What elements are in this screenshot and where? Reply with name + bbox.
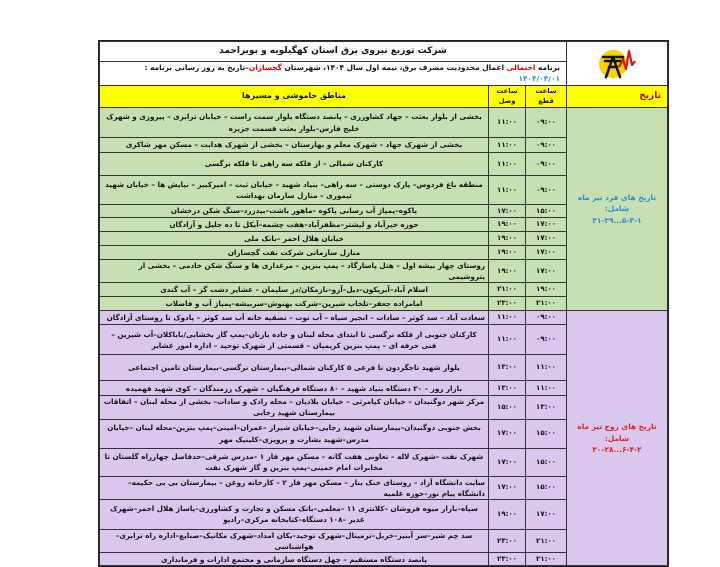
even-days-label-line2: ۶-۴-۲...۳۰-۲۸ — [592, 445, 642, 455]
odd-days-label — [567, 108, 668, 311]
cut-time: ۱۷:۰۰ — [526, 232, 567, 246]
outage-areas: خیابان هلال احمر –بانک ملی — [100, 232, 489, 246]
connect-time: ۱۹:۰۰ — [489, 246, 526, 260]
connect-time: ۱۷:۰۰ — [489, 205, 526, 218]
column-header-row — [100, 85, 668, 107]
outage-areas: سایت دانشگاه آزاد – روستای خنک بنار – مسکن مهر فاز ۲ – کارخانه روغن – بیمارستان بی بی حکیمه–دانشگاه پیام نور–حوزه علمیه — [100, 476, 489, 499]
cut-time: ۰۹:۰۰ — [526, 176, 567, 205]
cut-time: ۱۱:۰۰ — [526, 355, 567, 381]
connect-time: ۲۳:۰۰ — [489, 297, 526, 311]
outage-areas: منطقه باغ فردوس– پارک دوستی – سه راهی– بنیاد شهید – خیابان ثبت – امیرکبیر – نیایش ها – خیابان شهید تیموری – منازل سازمان بهداشت — [100, 176, 489, 205]
cut-time: ۰۹:۰۰ — [526, 138, 567, 153]
column-header-date: تاریخ — [567, 85, 668, 107]
cut-time: ۲۱:۰۰ — [526, 553, 567, 566]
outage-schedule-table — [99, 41, 668, 566]
connect-time: ۱۹:۰۰ — [489, 260, 526, 283]
outage-areas: سد چم شیر–سر آبنیز–خربل–ترمینال–شهرک توحید–یکان امداد–شهرک مکانیک–صنایع–اداره راه ترابری–هواشناسی — [100, 529, 489, 552]
outage-areas: امامزاده جعفر–تلخاب شیرین–شرکت بهنوش–سربیشه–پمپاژ آب و فاضلاب — [100, 297, 489, 311]
subtitle-update-date: ۱۴۰۴/۰۴/۰۱ — [518, 74, 560, 84]
outage-areas: پاکوه–پمپاژ آب رسانی پاکوه –ماهور باشت–بیدزرد–سنگ شکن درخشان — [100, 205, 489, 218]
even-days-label-line1: تاریخ های زوج تیر ماه شامل: — [577, 422, 657, 443]
connect-time: ۱۱:۰۰ — [489, 325, 526, 355]
even-days-label — [567, 311, 668, 566]
connect-time: ۱۹:۰۰ — [489, 499, 526, 529]
table-row — [100, 108, 668, 138]
outage-areas: شهرک نفت –شهرک لاله – تعاونی هفت گانه – مسکن مهر فاز ۱ –مدرس شرقی–حدفاصل چهارراه گلستان تا مخابرات امام خمینی–پمپ بنزین و گاز شهرک نفت — [100, 448, 489, 476]
cut-time: ۱۵:۰۰ — [526, 476, 567, 499]
outage-areas: مرکز شهر دوگنبدان – خیابان کیامرثی – خیابان بلادیان – محله رادک و سادات– بخشی از محله لبنان – اتفاقات بیمارستان شهید رجایی — [100, 396, 489, 419]
cut-time: ۱۵:۰۰ — [526, 419, 567, 448]
connect-time: ۲۳:۰۰ — [489, 529, 526, 552]
logo-cell — [567, 42, 668, 86]
outage-areas: منازل سازمانی شرکت نفت گچساران — [100, 246, 489, 260]
outage-areas: اسلام آباد–آبریکون–دیل–آرو–نازمکان/دز سلیمان – عشایر دشت گز – آب گندی — [100, 283, 489, 297]
cut-time: ۱۵:۰۰ — [526, 205, 567, 218]
cut-time: ۱۷:۰۰ — [526, 218, 567, 232]
outage-areas: کارکنان شمالی – از فلکه سه راهی تا فلکه نرگسی — [100, 153, 489, 176]
outage-areas: بازار روز – ۳۰ دستگاه بنیاد شهید – ۸۰ دستگاه فرهنگیان – شهرک رزمندگان – کوی شهید فهمیده — [100, 381, 489, 396]
odd-days-label-line2: ۵-۳-۱...۳۱-۲۹ — [592, 215, 642, 225]
cut-time: ۰۹:۰۰ — [526, 108, 567, 138]
outage-areas: روستای چهار بیشه اول – هتل پاسارگاد – پمپ بنزین – مرغداری ها و سنگ شکن خادمی – بخشی از پتروشیمی — [100, 260, 489, 283]
outage-areas: سپاه–بازار میوه فروشان –کلانتری ۱۱ –معلمی–بانک مسکن و تجارت و کشاورزی–پاساژ هلال احمر–شهرک غدیر –۱۰۸ دستگاه–کتابخانه مرکزی–رادیو — [100, 499, 489, 529]
cut-time: ۲۱:۰۰ — [526, 297, 567, 311]
outage-areas: سعادت آباد – سد کوثر – سادات – انجیر سیاه – آب توت – تصفیه خانه آب سد کوثر – پادوک تا روستای آزادگان — [100, 311, 489, 325]
cut-time: ۱۳:۰۰ — [526, 396, 567, 419]
page-subtitle — [100, 62, 567, 86]
odd-days-label-line1: تاریخ های فرد تیر ماه شامل: — [577, 192, 657, 214]
connect-time: ۱۱:۰۰ — [489, 176, 526, 205]
outage-areas: پانصد دستگاه مستقیم – چهل دستگاه سازمانی و مجتمع ادارات و فرمانداری — [100, 553, 489, 566]
schedule-sheet — [98, 40, 669, 567]
connect-time: ۱۳:۰۰ — [489, 355, 526, 381]
outage-areas: بخش جنوبی دوگنبدان–بیمارستان شهید رجایی–خیابان شیراز –عمران–امینی–پمپ بنزین–محله لبنان –خیابان مدرس–شهید بشارت و پرویزی–کلینیک مهر — [100, 419, 489, 448]
column-header-areas: مناطق خاموشی و مسیرها — [100, 85, 489, 107]
power-company-logo-icon — [595, 45, 639, 81]
connect-time: ۱۹:۰۰ — [489, 218, 526, 232]
cut-time: ۱۷:۰۰ — [526, 260, 567, 283]
cut-time: ۱۹:۰۰ — [526, 283, 567, 297]
connect-time: ۱۷:۰۰ — [489, 448, 526, 476]
outage-areas: بلوار شهید تاجگردون تا فرعی ۵ کارکنان شمالی–بیمارستان نرگسی–بیمارستان تامین اجتماعی — [100, 355, 489, 381]
table-row — [100, 311, 668, 325]
cut-time: ۱۱:۰۰ — [526, 381, 567, 396]
subtitle-city: گچساران — [248, 63, 282, 72]
cut-time: ۰۹:۰۰ — [526, 325, 567, 355]
subtitle-update-label: –تاریخ به روز رسانی برنامه : — [144, 63, 249, 72]
connect-time: ۲۳:۰۰ — [489, 553, 526, 566]
connect-time: ۲۱:۰۰ — [489, 283, 526, 297]
connect-time: ۱۱:۰۰ — [489, 153, 526, 176]
connect-time: ۱۹:۰۰ — [489, 232, 526, 246]
cut-time: ۲۱:۰۰ — [526, 529, 567, 552]
connect-time: ۱۷:۰۰ — [489, 476, 526, 499]
connect-time: ۱۱:۰۰ — [489, 311, 526, 325]
connect-time: ۱۵:۰۰ — [489, 396, 526, 419]
connect-time: ۱۳:۰۰ — [489, 381, 526, 396]
column-header-connect-time: ساعت وصل — [489, 85, 526, 107]
cut-time: ۱۵:۰۰ — [526, 448, 567, 476]
outage-areas: کارکنان جنوبی از فلکه نرگسی تا ابتدای محله لبنان و جاده بازنان–پمپ گاز بخشایی/باباکلان–آب شیرین – فنی حرفه ای – پمپ بنزین کریمیان – قسمتی از شهرک توحید – اداره امور عشایر — [100, 325, 489, 355]
outage-areas: حوزه خیرآباد و لیشتر–مظفرآباد–هفت چشمه–آبکل تا ده جلیل و آزادگان — [100, 218, 489, 232]
column-header-cut-time: ساعت قطع — [526, 85, 567, 107]
subtitle-prefix: برنامه — [535, 63, 560, 72]
subtitle-tentative: احتمالی — [506, 63, 536, 72]
cut-time: ۱۷:۰۰ — [526, 246, 567, 260]
connect-time: ۱۱:۰۰ — [489, 138, 526, 153]
cut-time: ۰۹:۰۰ — [526, 311, 567, 325]
cut-time: ۱۷:۰۰ — [526, 499, 567, 529]
outage-areas: بخشی از بلوار بعثت – جهاد کشاورزی – پانصد دستگاه بلوار سمت راست – خیابان ترابری – پیروزی و شهرک خلیج فارس–بلوار بعثت قسمت جزیره — [100, 108, 489, 138]
cut-time: ۰۹:۰۰ — [526, 153, 567, 176]
connect-time: ۱۱:۰۰ — [489, 108, 526, 138]
connect-time: ۱۷:۰۰ — [489, 419, 526, 448]
subtitle-middle: اعمال محدودیت مصرف برق، نیمه اول سال ۱۴۰۴، شهرستان — [281, 63, 507, 72]
page-title: شرکت توزیع نیروی برق استان کهگیلویه و بویراحمد — [100, 42, 567, 62]
outage-areas: بخشی از شهرک جهاد – شهرک معلم و بهارستان – بخشی از شهرک هدایت – مسکن مهر شاکری — [100, 138, 489, 153]
